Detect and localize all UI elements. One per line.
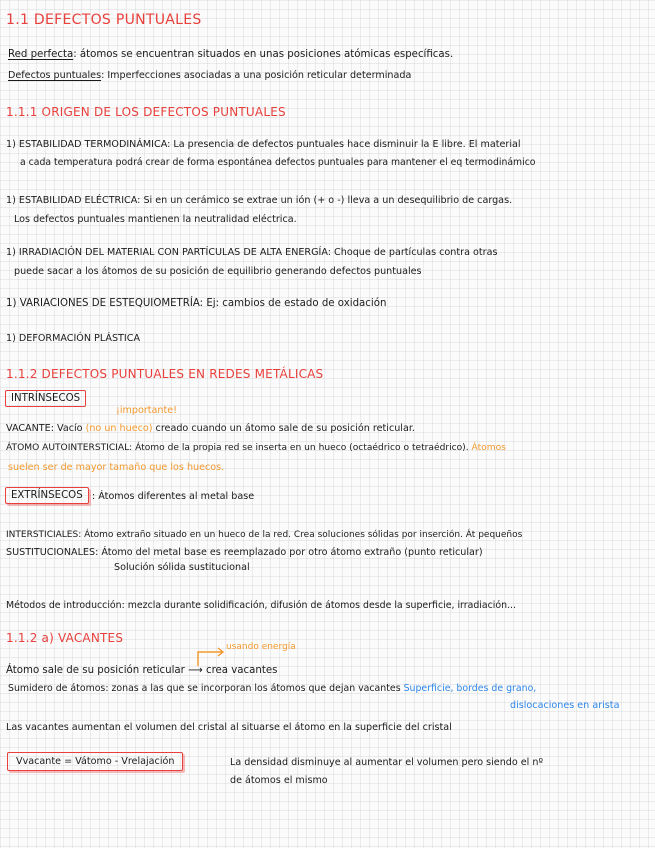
vacantes-line1-b: crea vacantes	[205, 665, 278, 676]
red-perfecta-text: : átomos se encuentran situados en unas posiciones atómicas específicas.	[73, 49, 454, 60]
item-electrica-text1: : Si en un cerámico se extrae un ión (+ o -) lleva a un desequilibrio de cargas.	[137, 195, 513, 206]
intrinsecos-box: INTRÍNSECOS	[5, 390, 86, 407]
section-112-heading: 1.1.2 DEFECTOS PUNTUALES EN REDES METÁLICAS	[6, 367, 324, 381]
vacante-line	[6, 423, 415, 434]
vacantes-line1	[6, 665, 277, 677]
defectos-puntuales-line	[8, 70, 411, 81]
sustitucionales-text2: Solución sólida sustitucional	[114, 562, 250, 573]
item-irradiacion-text1: : Choque de partículas contra otras	[327, 247, 498, 258]
intersticiales-line	[6, 530, 522, 540]
red-perfecta-term: Red perfecta	[8, 49, 74, 60]
item-irradiacion-line1	[6, 247, 497, 258]
vacante-note: (no un hueco)	[85, 423, 153, 434]
autointersticial-text: : Átomo de la propia red se inserta en un hueco (octaédrico o tetraédrico).	[129, 443, 469, 453]
vacante-term: VACANTE	[6, 423, 51, 434]
extrinsecos-text: : Átomos diferentes al metal base	[92, 491, 255, 502]
item-estequiometria-lead: 1) VARIACIONES DE ESTEQUIOMETRÍA	[6, 298, 200, 309]
formula-box: Vvacante = Vátomo - Vrelajación	[7, 752, 183, 771]
metodos-line: Métodos de introducción: mezcla durante solidificación, difusión de átomos desde la superficie, irradiación...	[6, 600, 517, 611]
energy-note: usando energía	[226, 642, 296, 652]
sumidero-note1: Superficie, bordes de grano,	[403, 683, 537, 694]
important-note: ¡importante!	[116, 405, 177, 416]
item-electrica-line1	[6, 195, 512, 206]
item-estequiometria-line1	[6, 298, 386, 310]
item-electrica-text2: Los defectos puntuales mantienen la neutralidad eléctrica.	[14, 214, 297, 225]
autointersticial-line	[6, 443, 506, 453]
autointersticial-note1: Átomos	[471, 443, 506, 453]
section-112a-heading: 1.1.2 a) VACANTES	[6, 631, 124, 645]
item-termodinamica-text1: : La presencia de defectos puntuales hace disminuir la E libre. El material	[167, 139, 521, 150]
sustitucionales-term: SUSTITUCIONALES	[6, 547, 96, 558]
volumen-line: Las vacantes aumentan el volumen del cristal al situarse el átomo en la superficie del cristal	[6, 722, 452, 733]
defectos-puntuales-term: Defectos puntuales	[8, 70, 102, 81]
item-termodinamica-lead: 1) ESTABILIDAD TERMODINÁMICA	[6, 139, 168, 150]
vacante-text-b: creado cuando un átomo sale de su posición reticular.	[155, 423, 415, 434]
sumidero-text: : zonas a las que se incorporan los átomos que dejan vacantes	[105, 683, 401, 694]
density-line2: de átomos el mismo	[230, 775, 328, 786]
item-irradiacion-text2: puede sacar a los átomos de su posición de equilibrio generando defectos puntuales	[14, 266, 422, 277]
extrinsecos-box: EXTRÍNSECOS	[5, 487, 89, 504]
item-irradiacion-lead: 1) IRRADIACIÓN DEL MATERIAL CON PARTÍCULAS DE ALTA ENERGÍA	[6, 247, 328, 258]
item-estequiometria-text1: : Ej: cambios de estado de oxidación	[199, 298, 387, 309]
sumidero-line	[8, 684, 536, 695]
density-line1: La densidad disminuye al aumentar el volumen pero siendo el nº	[230, 757, 543, 768]
sustitucionales-text1: : Átomo del metal base es reemplazado por otro átomo extraño (punto reticular)	[95, 547, 483, 558]
vacantes-line1-a: Átomo sale de su posición reticular	[6, 665, 185, 676]
sumidero-term: Sumidero de átomos	[8, 683, 106, 694]
item-termodinamica-text2: a cada temperatura podrá crear de forma espontánea defectos puntuales para mantener el eq termodinámico	[20, 157, 536, 168]
item-deformacion-lead: 1) DEFORMACIÓN PLÁSTICA	[6, 333, 141, 344]
autointersticial-note2: suelen ser de mayor tamaño que los huecos.	[8, 462, 225, 473]
right-arrow-icon: ⟶	[188, 665, 203, 676]
item-termodinamica-line1	[6, 139, 521, 150]
sustitucionales-line	[6, 547, 483, 558]
page-title: 1.1 DEFECTOS PUNTUALES	[6, 12, 202, 28]
sumidero-note2: dislocaciones en arista	[510, 700, 620, 711]
defectos-puntuales-text: : Imperfecciones asociadas a una posición reticular determinada	[101, 70, 412, 81]
autointersticial-term: ÁTOMO AUTOINTERSTICIAL	[6, 443, 130, 453]
item-electrica-lead: 1) ESTABILIDAD ELÉCTRICA	[6, 195, 138, 206]
vacante-text-a: : Vacío	[50, 423, 83, 434]
red-perfecta-line	[8, 49, 453, 61]
intersticiales-text: : Átomo extraño situado en un hueco de la red. Crea soluciones sólidas por inserción. Át pequeños	[78, 530, 523, 540]
intersticiales-term: INTERSTICIALES	[6, 530, 79, 540]
section-111-heading: 1.1.1 ORIGEN DE LOS DEFECTOS PUNTUALES	[6, 105, 286, 119]
